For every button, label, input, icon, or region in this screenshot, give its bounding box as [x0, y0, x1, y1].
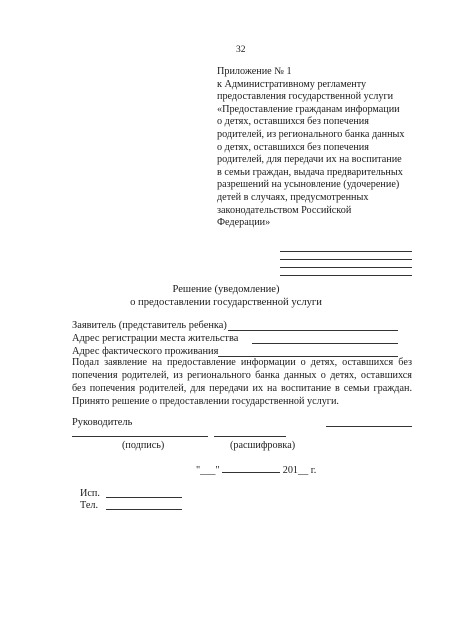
appendix-line: о детях, оставшихся без попечения — [217, 116, 369, 128]
addressee-blank-line[interactable] — [280, 275, 412, 276]
signature-caption: (подпись) — [122, 440, 165, 451]
appendix-line: в семьи граждан, выдача предварительных — [217, 166, 403, 178]
appendix-line: родителей, для передачи их на воспитание — [217, 154, 402, 166]
statement-line: Подал заявление на предоставление информации о детях, оставшихся без — [72, 357, 412, 368]
appendix-line: Федерации» — [217, 217, 271, 229]
signature-line[interactable] — [72, 436, 208, 437]
head-label: Руководитель — [72, 417, 133, 428]
appendix-line: законодательством Российской — [217, 204, 352, 216]
date-year: 201 — [282, 465, 298, 476]
appendix-block — [217, 66, 405, 230]
statement-line: попечения родителей, из регионального банка данных о детях, оставшихся — [72, 370, 412, 381]
document-subtitle: о предоставлении государственной услуги — [130, 297, 322, 308]
date-quote-open: " — [196, 465, 201, 476]
addressee-blank-line[interactable] — [280, 251, 412, 252]
appendix-line: предоставления государственной услуги — [217, 91, 394, 103]
statement-line: Принято решение о предоставлении государственной услуги. — [72, 396, 339, 407]
applicant-input-line[interactable] — [228, 330, 398, 331]
actual-address-label: Адрес фактического проживания — [72, 346, 219, 357]
date-quote-close: " — [215, 465, 220, 476]
appendix-line: «Предоставление гражданам информации — [217, 103, 400, 115]
performer-input-line[interactable] — [106, 497, 182, 498]
page-number: 32 — [236, 45, 246, 55]
date-year-blank[interactable]: __ — [298, 465, 309, 476]
appendix-line: разрешений на усыновление (удочерение) — [217, 179, 400, 191]
registration-address-field — [72, 333, 238, 344]
registration-address-label: Адрес регистрации места жительства — [72, 333, 239, 344]
addressee-blank-line[interactable] — [280, 267, 412, 268]
appendix-line: Приложение № 1 — [217, 66, 292, 77]
applicant-field — [72, 320, 227, 331]
decoding-caption: (расшифровка) — [230, 440, 296, 451]
appendix-line: о детях, оставшихся без попечения — [217, 141, 369, 153]
phone-label: Тел. — [80, 500, 98, 511]
addressee-blank-line[interactable] — [280, 259, 412, 260]
appendix-line: к Административному регламенту — [217, 78, 367, 90]
phone-input-line[interactable] — [106, 509, 182, 510]
date-line — [196, 463, 316, 476]
decoding-line[interactable] — [214, 436, 286, 437]
appendix-line: родителей, из регионального банка данных — [217, 128, 405, 140]
date-month-blank[interactable] — [222, 463, 280, 473]
date-day-blank[interactable]: ___ — [200, 465, 216, 476]
head-signature-line[interactable] — [326, 426, 412, 427]
registration-address-input-line[interactable] — [252, 343, 398, 344]
document-title: Решение (уведомление) — [172, 284, 280, 295]
statement-line: без попечения родителей, для передачи их на воспитание в семьи граждан. — [72, 383, 412, 394]
performer-label: Исп. — [80, 488, 100, 499]
applicant-label: Заявитель (представитель ребенка) — [72, 320, 227, 331]
appendix-line: детей в случаях, предусмотренных — [217, 191, 369, 203]
date-suffix: г. — [310, 465, 317, 476]
